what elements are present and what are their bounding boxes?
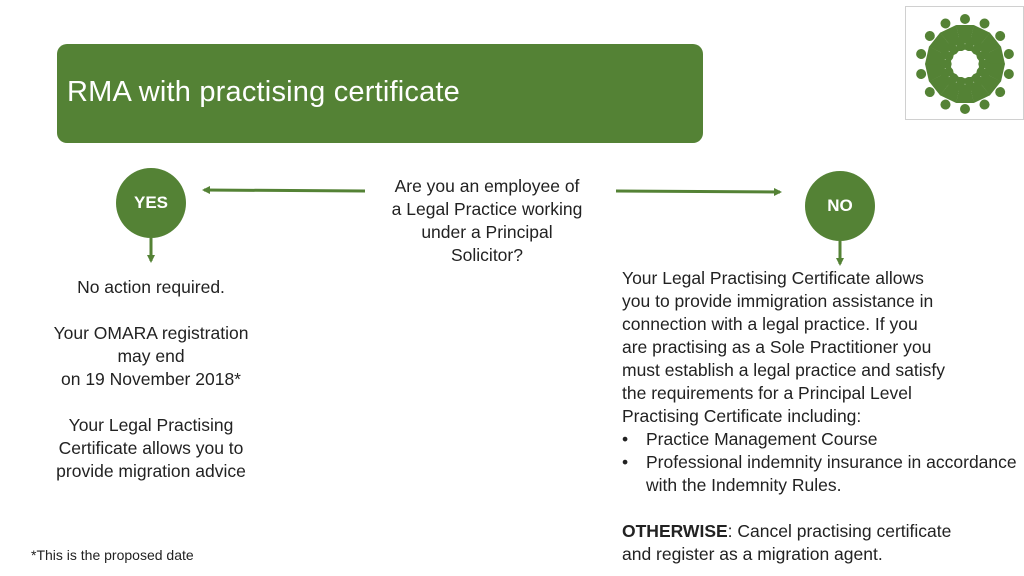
- arrow-to-no: [616, 191, 780, 192]
- certificate-line: provide migration advice: [56, 461, 246, 481]
- question-line: Solicitor?: [451, 245, 523, 265]
- yes-branch-text: [22, 276, 280, 483]
- otherwise-text: : Cancel practising certificate: [727, 521, 952, 541]
- question-line: Are you an employee of: [394, 176, 580, 196]
- no-branch-line: are practising as a Sole Practitioner you: [622, 337, 932, 357]
- ring-of-people-logo-icon: [906, 7, 1024, 121]
- otherwise-line: [622, 520, 1017, 543]
- logo: [905, 6, 1024, 120]
- list-item: [622, 451, 1017, 497]
- arrow-to-yes: [204, 190, 365, 191]
- bullet-icon: •: [622, 452, 629, 472]
- otherwise-label: OTHERWISE: [622, 521, 728, 541]
- list-item: [622, 428, 1017, 451]
- registration-line: Your OMARA registration: [53, 323, 249, 343]
- footnote: *This is the proposed date: [31, 547, 194, 563]
- requirements-list: [622, 428, 1017, 497]
- no-branch-line: Your Legal Practising Certificate allows: [622, 268, 924, 288]
- bullet-icon: •: [622, 429, 629, 449]
- no-branch-text: [622, 267, 1017, 566]
- certificate-line: Your Legal Practising: [68, 415, 234, 435]
- otherwise-line: and register as a migration agent.: [622, 544, 883, 564]
- no-branch-line: connection with a legal practice. If you: [622, 314, 918, 334]
- certificate-line: Certificate allows you to: [58, 438, 244, 458]
- no-action-text: No action required.: [77, 277, 225, 297]
- no-branch-line: you to provide immigration assistance in: [622, 291, 934, 311]
- registration-line: may end: [117, 346, 185, 366]
- page-title: RMA with practising certificate: [67, 76, 460, 108]
- list-item-text: Practice Management Course: [646, 429, 878, 449]
- list-item-text: Professional indemnity insurance in accordance with the Indemnity Rules.: [646, 452, 1017, 495]
- question-line: under a Principal: [421, 222, 553, 242]
- no-node: NO: [805, 171, 875, 241]
- no-branch-line: must establish a legal practice and satisfy: [622, 360, 945, 380]
- registration-date: on 19 November 2018*: [61, 369, 241, 389]
- no-branch-line: Practising Certificate including:: [622, 406, 862, 426]
- title-banner: [57, 44, 703, 143]
- decision-question: [362, 175, 612, 267]
- question-line: a Legal Practice working: [391, 199, 583, 219]
- yes-node: YES: [116, 168, 186, 238]
- no-branch-line: the requirements for a Principal Level: [622, 383, 912, 403]
